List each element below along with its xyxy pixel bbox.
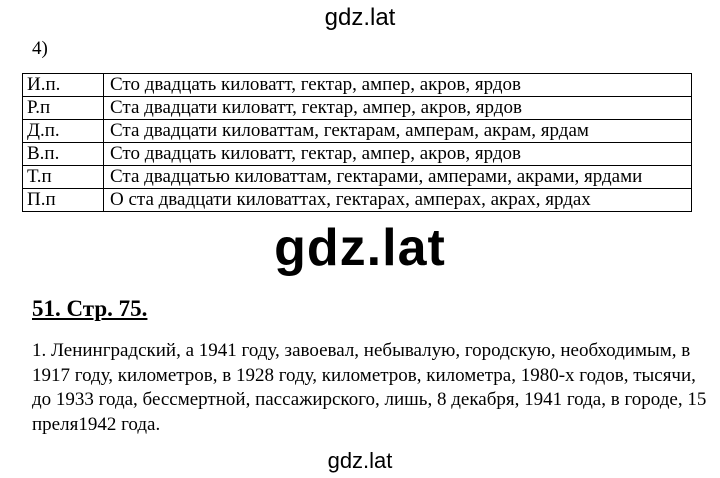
case-cell: Т.п: [23, 166, 104, 189]
forms-cell: Ста двадцатью киловаттам, гектарами, амперами, акрами, ярдами: [104, 166, 692, 189]
case-cell: Д.п.: [23, 120, 104, 143]
watermark-middle: gdz.lat: [274, 219, 446, 277]
table-row: [23, 97, 692, 120]
table-row: [23, 74, 692, 97]
table-row: [23, 166, 692, 189]
section-label: 4): [32, 38, 48, 59]
forms-cell: О ста двадцати киловаттах, гектарах, амперах, акрах, ярдах: [104, 189, 692, 212]
exercise-heading: 51. Стр. 75.: [32, 296, 148, 321]
case-cell: В.п.: [23, 143, 104, 166]
table-row: [23, 189, 692, 212]
watermark-top: gdz.lat: [324, 4, 396, 31]
forms-cell: Сто двадцать киловатт, гектар, ампер, акров, ярдов: [104, 74, 692, 97]
case-cell: П.п: [23, 189, 104, 212]
table-row: [23, 143, 692, 166]
case-cell: Р.п: [23, 97, 104, 120]
forms-cell: Сто двадцать киловатт, гектар, ампер, акров, ярдов: [104, 143, 692, 166]
forms-cell: Ста двадцати киловатт, гектар, ампер, акров, ярдов: [104, 97, 692, 120]
forms-cell: Ста двадцати киловаттам, гектарам, амперам, акрам, ярдам: [104, 120, 692, 143]
table-row: [23, 120, 692, 143]
case-cell: И.п.: [23, 74, 104, 97]
watermark-bottom: gdz.lat: [327, 448, 393, 473]
declension-table: [22, 73, 692, 212]
exercise-answer: 1. Ленинградский, а 1941 году, завоевал, небывалую, городскую, необходимым, в 1917 году, километров, в 1928 году, километров, километра, 1980-х годов, тысячи, до 1933 года, бессмертной, пассажирского, лишь, 8 декабря, 1941 года, в городе, 15 преля1942 года.: [32, 340, 707, 435]
